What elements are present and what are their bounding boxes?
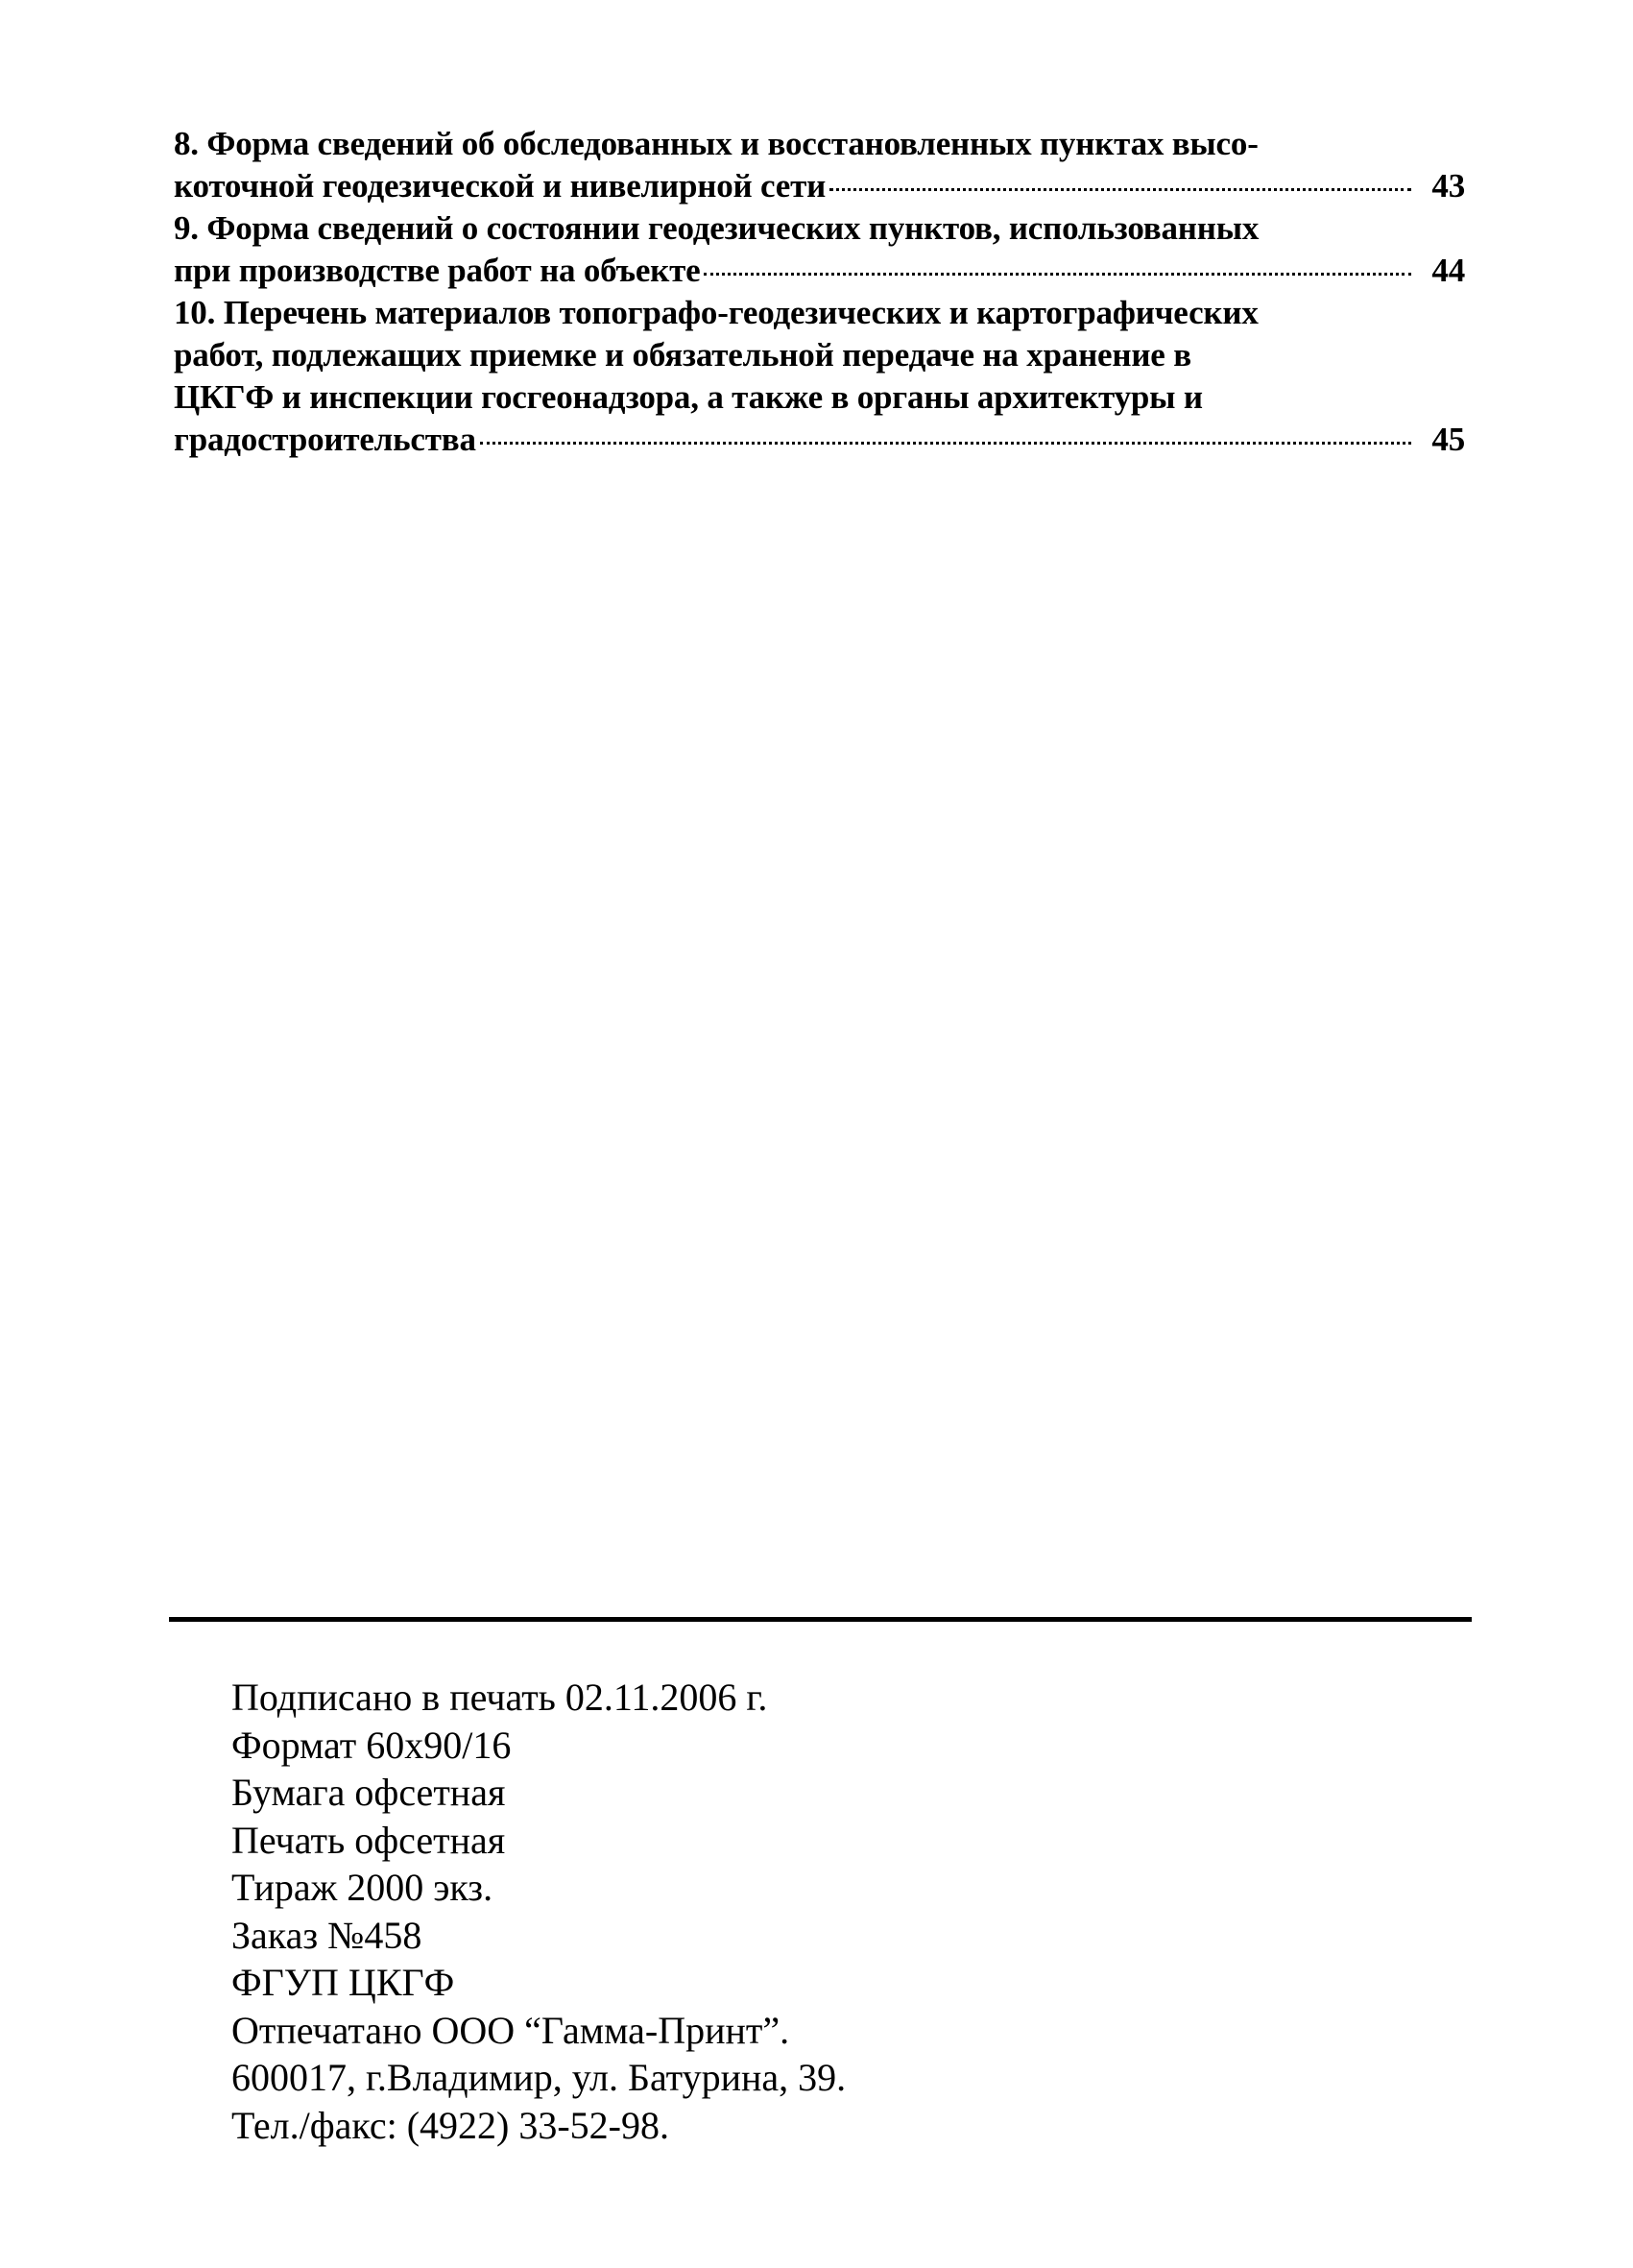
horizontal-divider (169, 1617, 1472, 1622)
toc-entry[interactable] (174, 292, 1465, 461)
toc-entry[interactable] (174, 207, 1465, 292)
toc-entry-title-end: при производстве работ на объекте (174, 252, 701, 289)
toc-entry-title-line: 8. Форма сведений об обследованных и восстановленных пунктах высо- (174, 125, 1259, 162)
imprint-print: Печать офсетная (231, 1818, 506, 1862)
toc-page-number: 43 (1431, 167, 1465, 205)
imprint-order: Заказ №458 (231, 1913, 422, 1957)
toc-entry-title-line: ЦКГФ и инспекции госгеонадзора, а также в органы архитектуры и (174, 378, 1203, 416)
toc-entry-title-end: градостроительства (174, 421, 476, 458)
imprint-circulation: Тираж 2000 экз. (231, 1866, 493, 1909)
table-of-contents (174, 123, 1465, 461)
toc-page-number: 45 (1431, 421, 1465, 458)
imprint-block (231, 1674, 1287, 2149)
imprint-address: 600017, г.Владимир, ул. Батурина, 39. (231, 2056, 847, 2099)
toc-entry-last-line (174, 165, 1465, 207)
imprint-publisher: ФГУП ЦКГФ (231, 1961, 455, 2004)
imprint-format: Формат 60х90/16 (231, 1723, 512, 1767)
toc-dot-leader (480, 442, 1411, 445)
toc-entry-title-line: 9. Форма сведений о состоянии геодезических пунктов, использованных (174, 209, 1260, 247)
toc-entry-last-line (174, 419, 1465, 461)
toc-dot-leader (829, 188, 1411, 191)
imprint-paper: Бумага офсетная (231, 1771, 506, 1814)
toc-entry-title-line: 10. Перечень материалов топографо-геодезических и картографических (174, 294, 1259, 331)
imprint-phone: Тел./факс: (4922) 33-52-98. (231, 2103, 669, 2147)
toc-entry-title-line: работ, подлежащих приемке и обязательной передаче на хранение в (174, 336, 1191, 374)
toc-entry[interactable] (174, 123, 1465, 207)
toc-page-number: 44 (1431, 252, 1465, 289)
toc-entry-title-end: коточной геодезической и нивелирной сети (174, 167, 827, 205)
toc-dot-leader (704, 273, 1411, 276)
imprint-signed: Подписано в печать 02.11.2006 г. (231, 1676, 768, 1719)
toc-entry-last-line (174, 250, 1465, 292)
imprint-printed-by: Отпечатано ООО “Гамма-Принт”. (231, 2008, 790, 2052)
